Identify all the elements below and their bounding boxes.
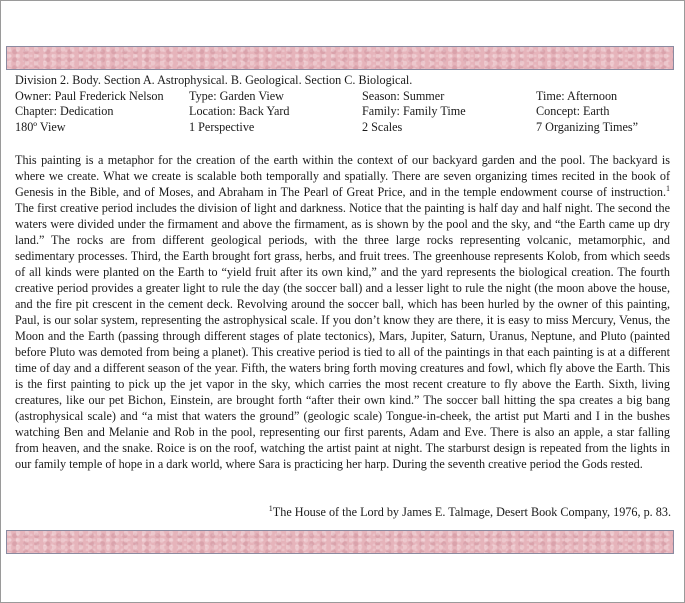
- footnote-reference: 1: [666, 183, 670, 193]
- view-field: 180º View: [15, 119, 66, 134]
- location-field: Location: Back Yard: [189, 104, 290, 119]
- perspective-field: 1 Perspective: [189, 119, 255, 134]
- time-field: Time: Afternoon: [536, 88, 618, 103]
- scales-field: 2 Scales: [362, 119, 403, 134]
- family-field: Family: Family Time: [362, 104, 466, 119]
- body-text-part2: The first creative period includes the division of light and darkness. Notice that the painting is half day and half night. The second the waters were divided under the firmament and above the firmament, as is shown by the pool and the sky, and “the Earth came up dry land.” The rocks are from different geological periods, with the three large rocks representing volcanic, metamorphic, and sedimentary processes. Third, the Earth brought fort grass, herbs, and fruit trees. The greenhouse represents Kolob, from which seeds of all kinds were planted on the Earth to “yield fruit after its own kind,” and the yard represents the biological creation. The fourth creative period provides a greater light to rule the day (the soccer ball) and a lesser light to rule the night (the moon above the house, and the fire pit crescent in the cement deck. Revolving around the soccer ball, which has been hurled by the owner of this painting, Paul, is our solar system, representing the astrophysical scale. If you don’t know they are there, it is easy to miss Mercury, Venus, the Moon and the Earth (passing through different stages of plate tectonics), Mars, Jupiter, Saturn, Uranus, Neptune, and Pluto (painted before Pluto was demoted from being a planet). This creative period is tied to all of the paintings in that each painting is at a different time of day and a different season of the year. Fifth, the waters bring forth moving creatures and fowl, which fly above the Earth. This is the first painting to pick up the jet vapor in the sky, which carries the most recent creature to fly above the Earth. Sixth, living creatures, like our pet Bichon, Einstein, are brought forth “after their own kind.” The soccer ball hitting the spa creates a big bang (astrophysical scale) and “a mist that waters the ground” (geologic scale) Tongue-in-cheek, the artist put Marti and I in the bushes watching Ben and Melanie and Rob in the pool, representing our first parents, Adam and Eve. There is also an apple, a star falling from heaven, and the snake. Roice is on the roof, watching the artist paint at night. The starburst design is repeated from the lights in our family temple of hope in a dark world, where Sara is practicing her harp. During the seventh creative period the Gods rested.: [15, 201, 670, 471]
- metadata-grid: [15, 89, 670, 136]
- document-header: [15, 73, 670, 135]
- body-paragraph: [15, 152, 670, 472]
- type-field: Type: Garden View: [189, 88, 284, 103]
- owner-field: Owner: Paul Frederick Nelson: [15, 88, 164, 103]
- season-field: Season: Summer: [362, 88, 445, 103]
- division-line: Division 2. Body. Section A. Astrophysical. B. Geological. Section C. Biological.: [15, 73, 413, 87]
- footnote-marker: 1: [268, 503, 273, 513]
- body-text-part1: This painting is a metaphor for the creation of the earth within the context of our backyard garden and the pool. The backyard is where we create. What we create is scalable both temporally and spatially. There are seven organizing times recited in the book of Genesis in the Bible, and of Moses, and Abraham in The Pearl of Great Price, and in the temple endowment course of instruction.: [15, 153, 670, 199]
- decorative-band-bottom: [6, 530, 674, 554]
- organizing-times-field: 7 Organizing Times”: [536, 119, 639, 134]
- concept-field: Concept: Earth: [536, 104, 610, 119]
- decorative-band-top: [6, 46, 674, 70]
- footnote: [269, 504, 671, 520]
- footnote-text: The House of the Lord by James E. Talmage, Desert Book Company, 1976, p. 83.: [272, 505, 671, 519]
- chapter-field: Chapter: Dedication: [15, 104, 114, 119]
